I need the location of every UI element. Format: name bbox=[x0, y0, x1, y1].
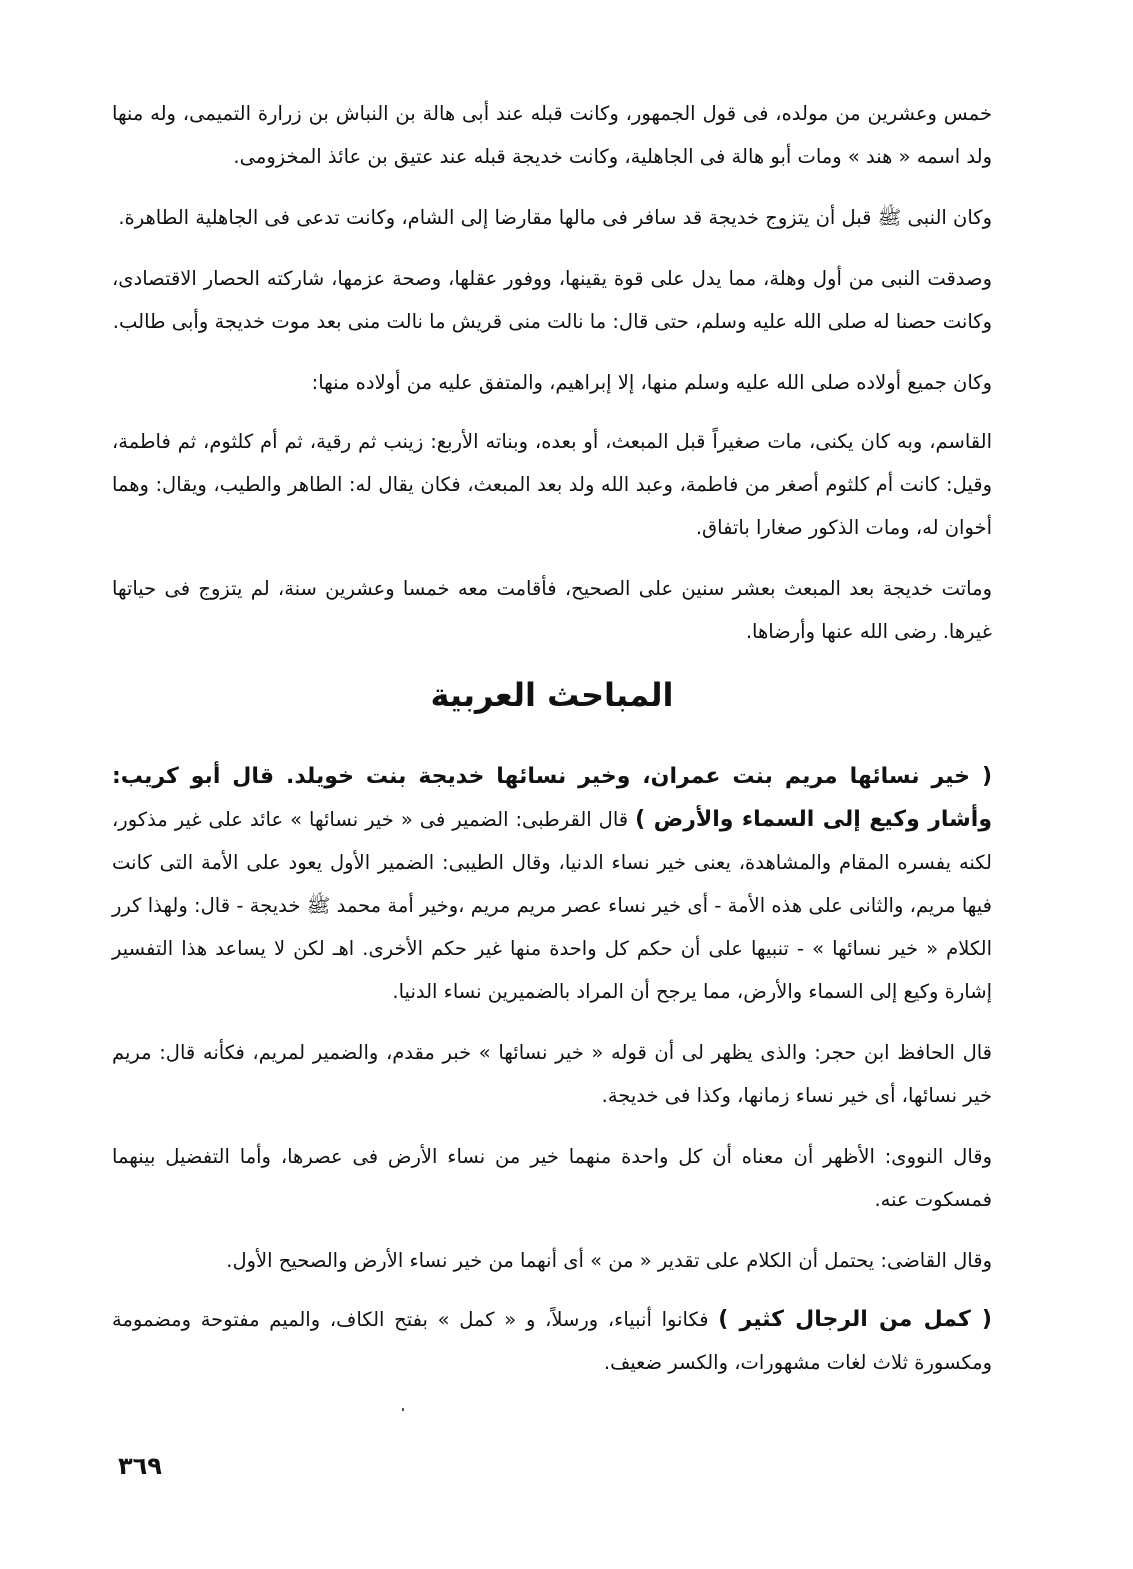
page-number: ٣٦٩ bbox=[118, 1452, 162, 1480]
commentary-paragraph-1 bbox=[112, 755, 992, 1013]
commentary-paragraph-kamal bbox=[112, 1298, 992, 1384]
page-body bbox=[112, 92, 992, 1402]
paragraph-children-list: القاسم، وبه كان يكنى، مات صغيراً قبل المبعث، أو بعده، وبناته الأربع: زينب ثم رقية، ثم أم كلثوم، ثم فاطمة، وقيل: كانت أم كلثوم أصغر من فاطمة، وعبد الله ولد بعد المبعث، فكان يقال له: الطاهر والطيب، ويقال: وهما أخوان له، ومات الذكور صغارا باتفاق. bbox=[112, 430, 992, 539]
scan-speck bbox=[402, 1408, 404, 1411]
paragraph-trade-syria: وكان النبى ﷺ قبل أن يتزوج خديجة قد سافر فى مالها مقارضا إلى الشام، وكانت تدعى فى الجاهلية الطاهرة. bbox=[118, 206, 992, 229]
paragraph-khadija-marriage: خمس وعشرين من مولده، فى قول الجمهور، وكانت قبله عند أبى هالة بن النباش بن زرارة التميمى، وله منها ولد اسمه « هند » ومات أبو هالة فى الجاهلية، وكانت خديجة قبله عند عتيق بن عائذ المخزومى. bbox=[112, 102, 992, 168]
hadith-lemma-perfect-men: ( كمل من الرجال كثير ) bbox=[718, 1307, 992, 1332]
commentary-paragraph-ibn-hajar: قال الحافظ ابن حجر: والذى يظهر لى أن قوله « خير نسائها » خبر مقدم، والضمير لمريم، فكأنه قال: مريم خير نسائها، أى خير نساء زمانها، وكذا فى خديجة. bbox=[112, 1041, 992, 1107]
paragraph-belief: وصدقت النبى من أول وهلة، مما يدل على قوة يقينها، ووفور عقلها، وصحة عزمها، شاركته الحصار الاقتصادى، وكانت حصنا له صلى الله عليه وسلم، حتى قال: ما نالت منى قريش ما نالت منى بعد موت خديجة وأبى طالب. bbox=[112, 267, 992, 333]
commentary-text-1: قال القرطبى: الضمير فى « خير نسائها » عائد على غير مذكور، لكنه يفسره المقام والمشاهدة، يعنى خير نساء الدنيا، وقال الطيبى: الضمير الأول يعود على الأمة التى كانت فيها مريم، والثانى على هذه الأمة - أى خير نساء عصر مريم مريم ،وخير أمة محمد ﷺ خديجة - قال: ولهذا كرر الكلام « خير نسائها » - تنبيها على أن حكم كل واحدة منها غير حكم الأخرى. اهـ لكن لا يساعد هذا التفسير إشارة وكيع إلى السماء والأرض، مما يرجح أن المراد بالضميرين نساء الدنيا. bbox=[112, 808, 992, 1003]
hadith-lemma-best-women: ( خير نسائها مريم بنت عمران، وخير نسائها خديجة بنت خويلد. قال أبو كريب: وأشار وكيع إلى السماء والأرض ) bbox=[112, 764, 992, 832]
section-heading: المباحث العربية bbox=[430, 676, 674, 714]
paragraph-death: وماتت خديجة بعد المبعث بعشر سنين على الصحيح، فأقامت معه خمسا وعشرين سنة، لم يتزوج فى حياتها غيرها. رضى الله عنها وأرضاها. bbox=[112, 577, 992, 643]
paragraph-children-intro: وكان جميع أولاده صلى الله عليه وسلم منها، إلا إبراهيم، والمتفق عليه من أولاده منها: bbox=[311, 371, 992, 394]
commentary-text-2: فكانوا أنبياء، ورسلاً، و « كمل » بفتح الكاف، والميم مفتوحة ومضمومة ومكسورة ثلاث لغات مشهورات، والكسر ضعيف. bbox=[112, 1308, 992, 1374]
commentary-paragraph-qadi: وقال القاضى: يحتمل أن الكلام على تقدير « من » أى أنهما من خير نساء الأرض والصحيح الأول. bbox=[226, 1249, 992, 1272]
commentary-paragraph-nawawi: وقال النووى: الأظهر أن معناه أن كل واحدة منهما خير من نساء الأرض فى عصرها، وأما التفضيل بينهما فمسكوت عنه. bbox=[112, 1145, 992, 1211]
